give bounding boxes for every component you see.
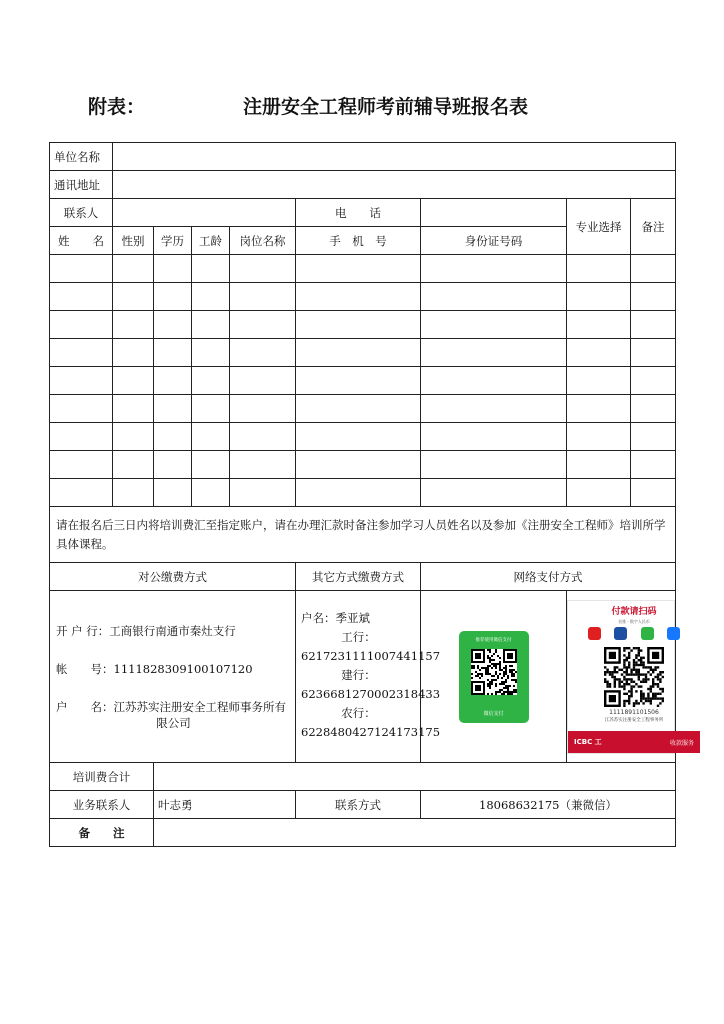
col-position: 岗位名称 [230,227,296,255]
entry-cell[interactable] [296,451,421,479]
entry-cell[interactable] [50,479,113,507]
entry-cell[interactable] [567,479,631,507]
icbc-qr-code[interactable] [604,647,664,707]
account-holder-cont: 限公司 [156,715,191,730]
entry-cell[interactable] [631,367,676,395]
entry-cell[interactable] [631,451,676,479]
entry-cell[interactable] [631,339,676,367]
icbc-footer-band [568,731,700,753]
entry-cell[interactable] [421,339,567,367]
entry-cell[interactable] [154,339,192,367]
col-education: 学历 [154,227,192,255]
entry-cell[interactable] [421,395,567,423]
business-contact-name: 叶志勇 [154,791,296,819]
company-field[interactable] [113,143,676,171]
entry-cell[interactable] [50,395,113,423]
entry-cell[interactable] [154,479,192,507]
entry-cell[interactable] [113,423,154,451]
form-title: 注册安全工程师考前辅导班报名表 [243,96,529,118]
entry-cell[interactable] [154,311,192,339]
wechat-pay-footer: 微信支付 [483,710,504,717]
title-row [0,92,724,122]
contact-label: 联系人 [50,199,113,227]
wechat-icon [641,627,654,640]
icbc-pay-cell [567,591,694,763]
entry-cell[interactable] [154,395,192,423]
entry-cell[interactable] [192,395,230,423]
entry-cell[interactable] [631,283,676,311]
entry-cell[interactable] [296,367,421,395]
other-holder: 户名：季亚斌 [301,611,370,625]
entry-cell[interactable] [296,311,421,339]
entry-cell[interactable] [631,423,676,451]
table-row [50,479,676,507]
address-field[interactable] [113,171,676,199]
bank-account: 帐 号：1111828309100107120 [56,661,253,676]
entry-cell[interactable] [50,423,113,451]
specialty-header: 专业选择 [567,199,631,255]
entry-cell[interactable] [631,479,676,507]
entry-cell[interactable] [230,283,296,311]
entry-cell[interactable] [50,339,113,367]
entry-cell[interactable] [421,423,567,451]
contact-method-value: 18068632175（兼微信） [421,791,676,819]
entry-cell[interactable] [192,283,230,311]
account-holder: 户 名：江苏苏实注册安全工程师事务所有 [56,699,286,714]
contact-field[interactable] [113,199,296,227]
entry-cell[interactable] [113,451,154,479]
ecny-icon [588,627,601,640]
wechat-pay-header: 推荐使用微信支付 [475,637,512,643]
entry-cell[interactable] [631,395,676,423]
entry-cell[interactable] [154,283,192,311]
entry-cell[interactable] [296,479,421,507]
col-seniority: 工龄 [192,227,230,255]
entry-cell[interactable] [50,255,113,283]
entry-cell[interactable] [113,311,154,339]
business-contact-label: 业务联系人 [50,791,154,819]
col-id-number: 身份证号码 [421,227,567,255]
entry-cell[interactable] [230,423,296,451]
entry-cell[interactable] [113,255,154,283]
entry-cell[interactable] [421,255,567,283]
fee-total-field[interactable] [154,763,676,791]
remark-row-field[interactable] [154,819,676,847]
table-row [50,423,676,451]
icbc-pay-card[interactable] [567,600,694,754]
icbc-account: 6217231111007441157 [301,649,441,663]
appendix-label: 附表： [88,96,146,118]
entry-cell[interactable] [192,367,230,395]
table-row [50,395,676,423]
entry-cell[interactable] [113,339,154,367]
entry-cell[interactable] [192,339,230,367]
entry-cell[interactable] [230,451,296,479]
entry-cell[interactable] [154,367,192,395]
entry-cell[interactable] [113,367,154,395]
icbc-logo: ICBC 工 [574,737,602,746]
table-row [50,283,676,311]
table-row [50,451,676,479]
wechat-qr-code[interactable] [471,649,517,695]
bank-name: 开 户 行：工商银行南通市秦灶支行 [56,623,236,638]
entry-cell[interactable] [192,479,230,507]
table-row [50,339,676,367]
entry-cell[interactable] [230,255,296,283]
entry-cell[interactable] [567,283,631,311]
fee-total-label: 培训费合计 [50,763,154,791]
alipay-icon [667,627,680,640]
entry-cell[interactable] [230,479,296,507]
entry-cell[interactable] [421,451,567,479]
icbc-card-title: 付款请扫码 [611,606,657,617]
entry-cell[interactable] [230,339,296,367]
icbc-label: 工行： [341,630,376,644]
entry-cell[interactable] [631,255,676,283]
other-payment-header: 其它方式缴费方式 [296,563,421,591]
entry-cell[interactable] [113,479,154,507]
entry-cell[interactable] [296,395,421,423]
entry-cell[interactable] [567,395,631,423]
ccb-label: 建行： [341,668,376,682]
entry-cell[interactable] [230,311,296,339]
address-label: 通讯地址 [50,171,113,199]
entry-cell[interactable] [567,255,631,283]
remark-header: 备注 [631,199,676,255]
entry-cell[interactable] [421,367,567,395]
payment-notice: 请在报名后三日内将培训费汇至指定账户，请在办理汇款时备注参加学习人员姓名以及参加《注册安全工程师》培训所学具体课程。 [50,507,676,563]
unionpay-icon [614,627,627,640]
icbc-merchant-name: 江苏苏实注册安全工程事务所 [604,717,664,723]
wechat-qr-icon [471,649,517,695]
col-gender: 性别 [113,227,154,255]
table-row [50,255,676,283]
abc-label: 农行： [341,706,376,720]
entry-cell[interactable] [154,451,192,479]
icbc-card-subtitle: 首推 · 数字人民币 [618,618,650,624]
entry-cell[interactable] [296,283,421,311]
contact-method-label: 联系方式 [296,791,421,819]
entry-cell[interactable] [230,395,296,423]
entry-cell[interactable] [567,451,631,479]
wechat-pay-card[interactable] [459,631,529,723]
entry-cell[interactable] [421,311,567,339]
entry-cell[interactable] [296,339,421,367]
online-payment-header: 网络支付方式 [421,563,676,591]
table-row [50,367,676,395]
entry-cell[interactable] [421,479,567,507]
ccb-account: 6236681270002318433 [301,687,441,701]
entry-cell[interactable] [567,311,631,339]
entry-cell[interactable] [154,423,192,451]
entry-cell[interactable] [192,311,230,339]
phone-label: 电 话 [296,199,421,227]
registration-form [49,142,694,847]
entry-cell[interactable] [296,423,421,451]
entry-cell[interactable] [192,255,230,283]
entry-cell[interactable] [567,423,631,451]
entry-cell[interactable] [50,311,113,339]
abc-account: 6228480427124173175 [301,725,441,739]
col-mobile: 手 机 号 [296,227,421,255]
entry-cell[interactable] [567,367,631,395]
entry-cell[interactable] [113,283,154,311]
entry-cell[interactable] [50,367,113,395]
entry-cell[interactable] [50,451,113,479]
table-row [50,311,676,339]
remark-row-label: 备 注 [50,819,154,847]
entry-cell[interactable] [192,423,230,451]
entry-cell[interactable] [50,283,113,311]
wechat-pay-cell [421,591,567,763]
company-label: 单位名称 [50,143,113,171]
entry-cell[interactable] [631,311,676,339]
payment-app-icons [588,627,680,641]
col-name: 姓 名 [50,227,113,255]
public-payment-header: 对公缴费方式 [50,563,296,591]
bank-info [50,591,296,763]
entry-cell[interactable] [421,283,567,311]
icbc-merchant-number: 1111891101506 [609,708,659,716]
other-payment-info [296,591,441,763]
entry-rows [50,255,676,507]
phone-field[interactable] [421,199,567,227]
entry-cell[interactable] [154,255,192,283]
entry-cell[interactable] [113,395,154,423]
entry-cell[interactable] [296,255,421,283]
entry-cell[interactable] [230,367,296,395]
icbc-service-label: 收款服务 [669,739,694,747]
entry-cell[interactable] [567,339,631,367]
entry-cell[interactable] [192,451,230,479]
